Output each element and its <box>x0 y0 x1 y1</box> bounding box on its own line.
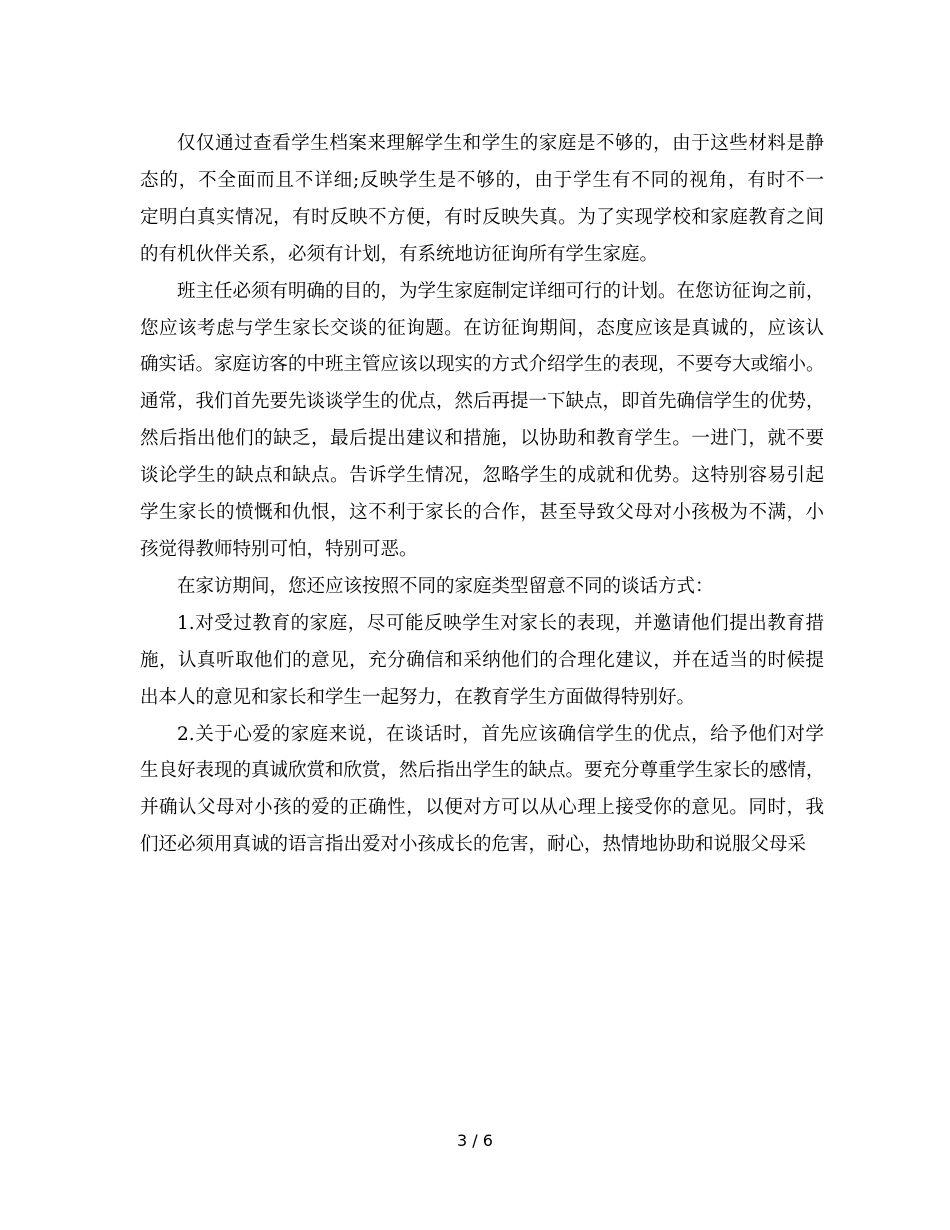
text-line: 然后指出他们的缺乏，最后提出建议和措施，以协助和教育学生。一进门，就不要 <box>140 428 824 450</box>
text-line: 1.对受过教育的家庭，尽可能反映学生对家长的表现，并邀请他们提出教育措 <box>177 612 824 634</box>
text-line: 仅仅通过查看学生档案来理解学生和学生的家庭是不够的，由于这些材料是静 <box>177 133 824 154</box>
text-line: 通常，我们首先要先谈谈学生的优点，然后再提一下缺点，即首先确信学生的优势， <box>140 391 825 413</box>
text-line: 们还必须用真诚的语言指出爱对小孩成长的危害，耐心，热情地协助和说服父母采 <box>140 834 807 856</box>
text-line: 谈论学生的缺点和缺点。告诉学生情况，忽略学生的成就和优势。这特别容易引起 <box>140 465 824 487</box>
text-line: 态的，不全面而且不详细;反映学生是不够的，由于学生有不同的视角，有时不一 <box>140 169 824 191</box>
text-line: 生良好表现的真诚欣赏和欣赏，然后指出学生的缺点。要充分尊重学生家长的感情， <box>140 760 825 782</box>
text-line: 班主任必须有明确的目的，为学生家庭制定详细可行的计划。在您访征询之前， <box>177 280 825 302</box>
paragraph-4 <box>140 606 824 717</box>
paragraph-1 <box>140 126 824 274</box>
text-line: 的有机伙伴关系，必须有计划，有系统地访征询所有学生家庭。 <box>140 243 659 265</box>
text-line: 孩觉得教师特别可怕，特别可恶。 <box>140 538 418 560</box>
text-line: 学生家长的愤慨和仇恨，这不利于家长的合作，甚至导致父母对小孩极为不满，小 <box>140 502 824 524</box>
text-line: 确实话。家庭访客的中班主管应该以现实的方式介绍学生的表现，不要夸大或缩小。 <box>140 354 825 376</box>
paragraph-3 <box>140 569 824 606</box>
paragraph-5 <box>140 717 824 865</box>
text-line: 并确认父母对小孩的爱的正确性，以便对方可以从心理上接受你的意见。同时，我 <box>140 797 824 819</box>
document-body <box>140 126 824 864</box>
paragraph-2 <box>140 274 824 569</box>
text-line: 您应该考虑与学生家长交谈的征询题。在访征询期间，态度应该是真诚的，应该认 <box>140 317 824 339</box>
page-number: 3 / 6 <box>457 1131 493 1150</box>
text-line: 出本人的意见和家长和学生一起努力，在教育学生方面做得特别好。 <box>140 686 696 708</box>
text-line: 定明白真实情况，有时反映不方便，有时反映失真。为了实现学校和家庭教育之间 <box>140 206 824 228</box>
text-line: 施，认真听取他们的意见，充分确信和采纳他们的合理化建议，并在适当的时候提 <box>140 649 824 671</box>
text-line: 在家访期间，您还应该按照不同的家庭类型留意不同的谈话方式： <box>177 575 714 597</box>
text-line: 2.关于心爱的家庭来说，在谈话时，首先应该确信学生的优点，给予他们对学 <box>177 723 824 745</box>
